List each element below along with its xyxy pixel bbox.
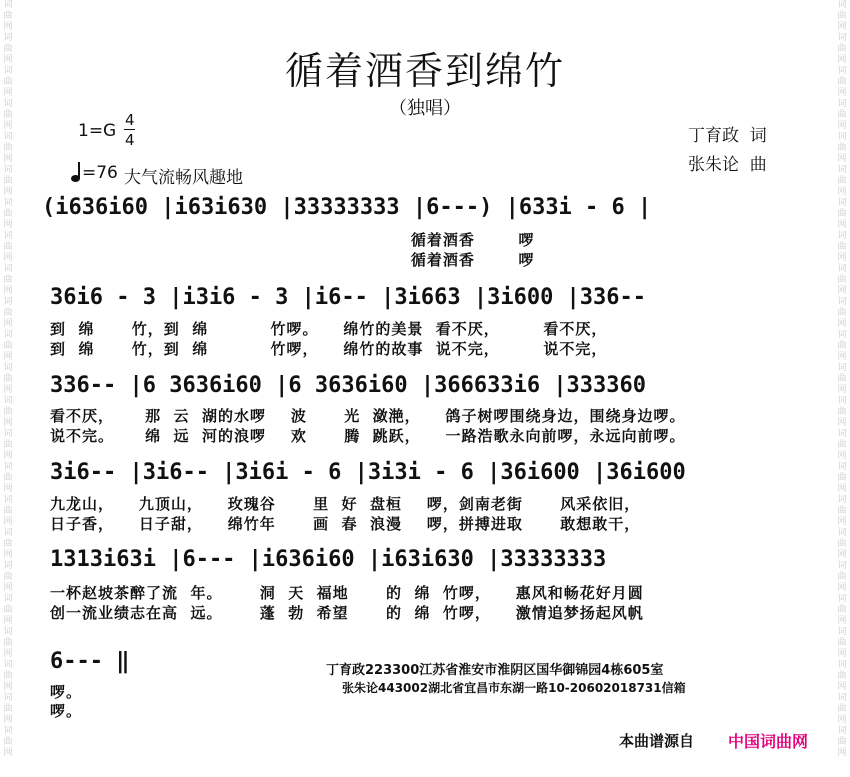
- composer-credit: 张朱论 曲: [688, 155, 767, 175]
- watermark-glyph: 网: [3, 187, 13, 197]
- watermark-glyph: 网: [837, 253, 847, 263]
- watermark-glyph: 曲: [3, 506, 13, 516]
- watermark-glyph: 网: [837, 121, 847, 131]
- lyric-row-6-verse-1: 啰。: [50, 683, 83, 701]
- watermark-glyph: 曲: [837, 638, 847, 648]
- watermark-glyph: 词: [3, 561, 13, 571]
- watermark-glyph: 网: [837, 286, 847, 296]
- watermark-glyph: 词: [837, 363, 847, 373]
- watermark-glyph: 网: [3, 154, 13, 164]
- watermark-glyph: 曲: [837, 473, 847, 483]
- contact-lyricist: 丁育政223300江苏省淮安市淮阴区国华御锦园4栋605室: [326, 663, 664, 678]
- watermark-glyph: 曲: [837, 572, 847, 582]
- watermark-glyph: 网: [837, 748, 847, 758]
- watermark-glyph: 曲: [3, 605, 13, 615]
- watermark-glyph: 曲: [837, 671, 847, 681]
- watermark-glyph: 词: [3, 462, 13, 472]
- watermark-glyph: 网: [3, 682, 13, 692]
- watermark-glyph: 曲: [3, 638, 13, 648]
- watermark-glyph: 词: [837, 297, 847, 307]
- watermark-glyph: 网: [3, 418, 13, 428]
- notation-row-5: 1313i63i |6--- |i636i60 |i63i630 |33333333: [50, 547, 607, 572]
- watermark-glyph: 词: [3, 0, 13, 10]
- watermark-glyph: 词: [837, 330, 847, 340]
- watermark-glyph: 网: [837, 187, 847, 197]
- watermark-glyph: 曲: [3, 275, 13, 285]
- watermark-glyph: 网: [837, 88, 847, 98]
- watermark-glyph: 词: [837, 231, 847, 241]
- watermark-glyph: 词: [837, 660, 847, 670]
- song-title: 循着酒香到绵竹: [284, 49, 565, 93]
- watermark-glyph: 网: [3, 220, 13, 230]
- lyricist-credit: 丁育政 词: [688, 126, 767, 146]
- watermark-glyph: 曲: [3, 572, 13, 582]
- watermark-glyph: 曲: [837, 77, 847, 87]
- time-signature-bottom: 4: [125, 131, 135, 149]
- watermark-glyph: 曲: [3, 209, 13, 219]
- watermark-glyph: 网: [837, 220, 847, 230]
- watermark-glyph: 词: [3, 693, 13, 703]
- watermark-glyph: 词: [3, 297, 13, 307]
- watermark-glyph: 曲: [3, 671, 13, 681]
- watermark-glyph: 网: [837, 583, 847, 593]
- watermark-glyph: 网: [837, 484, 847, 494]
- watermark-glyph: 词: [3, 132, 13, 142]
- watermark-glyph: 网: [3, 583, 13, 593]
- watermark-glyph: 网: [837, 517, 847, 527]
- watermark-glyph: 曲: [837, 506, 847, 516]
- watermark-glyph: 网: [3, 748, 13, 758]
- watermark-glyph: 词: [837, 396, 847, 406]
- watermark-glyph: 曲: [837, 605, 847, 615]
- watermark-glyph: 词: [3, 363, 13, 373]
- watermark-glyph: 曲: [837, 242, 847, 252]
- watermark-glyph: 曲: [837, 176, 847, 186]
- notation-row-1: (i636i60 |i63i630 |33333333 |6---) |633i - 6 |: [42, 195, 652, 220]
- watermark-glyph: 词: [837, 99, 847, 109]
- watermark-glyph: 词: [837, 264, 847, 274]
- watermark-glyph: 词: [3, 165, 13, 175]
- watermark-glyph: 词: [837, 495, 847, 505]
- watermark-glyph: 网: [3, 451, 13, 461]
- watermark-glyph: 词: [3, 33, 13, 43]
- watermark-glyph: 词: [3, 66, 13, 76]
- lyric-row-4-verse-1: 九龙山， 九顶山， 玫瑰谷 里 好 盘桓 啰，剑南老街 风采依旧，: [50, 495, 641, 513]
- lyric-row-5-verse-2: 创一流业绩志在高 远。 蓬 勃 希望 的 绵 竹啰， 激情追梦扬起风帆: [50, 604, 644, 622]
- watermark-glyph: 网: [837, 418, 847, 428]
- time-signature-top: 4: [125, 111, 135, 129]
- watermark-glyph: 网: [3, 121, 13, 131]
- watermark-glyph: 网: [3, 715, 13, 725]
- watermark-glyph: 曲: [3, 77, 13, 87]
- watermark-glyph: 曲: [3, 473, 13, 483]
- watermark-glyph: 曲: [3, 539, 13, 549]
- watermark-glyph: 词: [3, 627, 13, 637]
- watermark-glyph: 网: [837, 22, 847, 32]
- watermark-glyph: 网: [3, 286, 13, 296]
- watermark-glyph: 网: [837, 715, 847, 725]
- watermark-glyph: 网: [3, 319, 13, 329]
- watermark-glyph: 词: [3, 231, 13, 241]
- watermark-glyph: 网: [3, 55, 13, 65]
- watermark-glyph: 曲: [3, 440, 13, 450]
- watermark-glyph: 网: [3, 550, 13, 560]
- song-subtitle: （独唱）: [389, 98, 461, 119]
- quarter-note-icon: [71, 175, 80, 182]
- lyric-row-4-verse-2: 日子香， 日子甜， 绵竹年 画 春 浪漫 啰，拼搏进取 敢想敢干，: [50, 515, 641, 533]
- watermark-glyph: 词: [3, 429, 13, 439]
- watermark-glyph: 词: [3, 528, 13, 538]
- lyric-row-6-verse-2: 啰。: [50, 702, 83, 720]
- watermark-glyph: 曲: [837, 539, 847, 549]
- watermark-glyph: 曲: [3, 242, 13, 252]
- watermark-glyph: 词: [837, 198, 847, 208]
- watermark-glyph: 词: [837, 594, 847, 604]
- lyric-row-2-verse-2: 到 绵 竹，到 绵 竹啰， 绵竹的故事 说不完， 说不完，: [50, 340, 608, 358]
- watermark-glyph: 网: [837, 649, 847, 659]
- watermark-glyph: 网: [837, 319, 847, 329]
- lyric-row-3-verse-1: 看不厌， 那 云 湖的水啰 波 光 潋滟， 鸽子树啰围绕身边，围绕身边啰。: [50, 407, 686, 425]
- watermark-glyph: 词: [837, 0, 847, 10]
- watermark-glyph: 词: [837, 66, 847, 76]
- watermark-glyph: 曲: [3, 11, 13, 21]
- contact-composer: 张朱论443002湖北省宜昌市东湖一路10-20602018731信箱: [342, 681, 686, 695]
- watermark-glyph: 网: [837, 616, 847, 626]
- watermark-glyph: 词: [837, 33, 847, 43]
- watermark-glyph: 词: [3, 330, 13, 340]
- watermark-glyph: 词: [837, 726, 847, 736]
- watermark-glyph: 网: [3, 88, 13, 98]
- lyric-row-2-verse-1: 到 绵 竹，到 绵 竹啰。 绵竹的美景 看不厌， 看不厌，: [50, 320, 608, 338]
- watermark-glyph: 曲: [837, 44, 847, 54]
- watermark-glyph: 词: [837, 561, 847, 571]
- key-signature: 1=G: [78, 121, 117, 141]
- watermark-glyph: 曲: [837, 275, 847, 285]
- watermark-glyph: 网: [837, 550, 847, 560]
- watermark-glyph: 词: [3, 396, 13, 406]
- watermark-glyph: 曲: [837, 374, 847, 384]
- watermark-glyph: 词: [837, 132, 847, 142]
- lyric-row-1-verse-2: 循着酒香 啰: [50, 251, 535, 269]
- watermark-glyph: 网: [837, 451, 847, 461]
- watermark-glyph: 网: [837, 352, 847, 362]
- watermark-glyph: 曲: [837, 110, 847, 120]
- lyric-row-1-verse-1: 循着酒香 啰: [50, 231, 535, 249]
- watermark-glyph: 网: [837, 55, 847, 65]
- notation-row-3: 336-- |6 3636i60 |6 3636i60 |366633i6 |333360: [50, 373, 647, 398]
- watermark-glyph: 曲: [837, 308, 847, 318]
- lyric-row-5-verse-1: 一杯赵坡茶醉了流 年。 洞 天 福地 的 绵 竹啰， 惠风和畅花好月圆: [50, 584, 644, 602]
- watermark-glyph: 词: [3, 264, 13, 274]
- watermark-glyph: 曲: [3, 341, 13, 351]
- watermark-glyph: 网: [3, 22, 13, 32]
- watermark-glyph: 网: [837, 682, 847, 692]
- watermark-glyph: 网: [3, 352, 13, 362]
- watermark-glyph: 词: [837, 528, 847, 538]
- time-signature-line: [124, 129, 135, 130]
- watermark-glyph: 曲: [3, 737, 13, 747]
- watermark-glyph: 网: [3, 517, 13, 527]
- watermark-glyph: 网: [3, 484, 13, 494]
- watermark-glyph: 词: [3, 198, 13, 208]
- watermark-glyph: 词: [837, 693, 847, 703]
- watermark-glyph: 曲: [3, 374, 13, 384]
- watermark-glyph: 网: [3, 253, 13, 263]
- watermark-glyph: 曲: [3, 308, 13, 318]
- watermark-glyph: 网: [837, 154, 847, 164]
- watermark-glyph: 曲: [837, 704, 847, 714]
- watermark-glyph: 曲: [837, 407, 847, 417]
- watermark-glyph: 词: [3, 726, 13, 736]
- lyric-row-3-verse-2: 说不完。 绵 远 河的浪啰 欢 腾 跳跃， 一路浩歌永向前啰，永远向前啰。: [50, 427, 686, 445]
- watermark-glyph: 曲: [3, 176, 13, 186]
- watermark-glyph: 词: [3, 495, 13, 505]
- watermark-glyph: 曲: [3, 407, 13, 417]
- watermark-glyph: 曲: [837, 11, 847, 21]
- watermark-glyph: 词: [837, 429, 847, 439]
- watermark-glyph: 词: [837, 462, 847, 472]
- site-name-link[interactable]: 中国词曲网: [728, 732, 809, 751]
- watermark-glyph: 网: [837, 385, 847, 395]
- watermark-glyph: 曲: [837, 737, 847, 747]
- watermark-glyph: 曲: [3, 44, 13, 54]
- performance-style: 大气流畅风趣地: [124, 168, 243, 188]
- source-label: 本曲谱源自: [619, 732, 695, 750]
- watermark-glyph: 曲: [837, 341, 847, 351]
- watermark-glyph: 曲: [837, 143, 847, 153]
- watermark-glyph: 网: [3, 649, 13, 659]
- watermark-glyph: 曲: [3, 110, 13, 120]
- watermark-glyph: 词: [3, 99, 13, 109]
- notation-row-2: 36i6 - 3 |i3i6 - 3 |i6-- |3i663 |3i600 |336--: [50, 285, 647, 310]
- watermark-glyph: 网: [3, 616, 13, 626]
- watermark-glyph: 曲: [3, 143, 13, 153]
- watermark-glyph: 网: [3, 385, 13, 395]
- tempo-marking: =76: [82, 163, 118, 183]
- watermark-glyph: 词: [3, 660, 13, 670]
- watermark-glyph: 曲: [837, 440, 847, 450]
- watermark-glyph: 曲: [3, 704, 13, 714]
- watermark-glyph: 词: [837, 165, 847, 175]
- watermark-glyph: 曲: [837, 209, 847, 219]
- notation-row-6: 6--- ‖: [50, 649, 130, 674]
- watermark-glyph: 词: [3, 594, 13, 604]
- notation-row-4: 3i6-- |3i6-- |3i6i - 6 |3i3i - 6 |36i600 |36i600: [50, 460, 686, 485]
- watermark-glyph: 词: [837, 627, 847, 637]
